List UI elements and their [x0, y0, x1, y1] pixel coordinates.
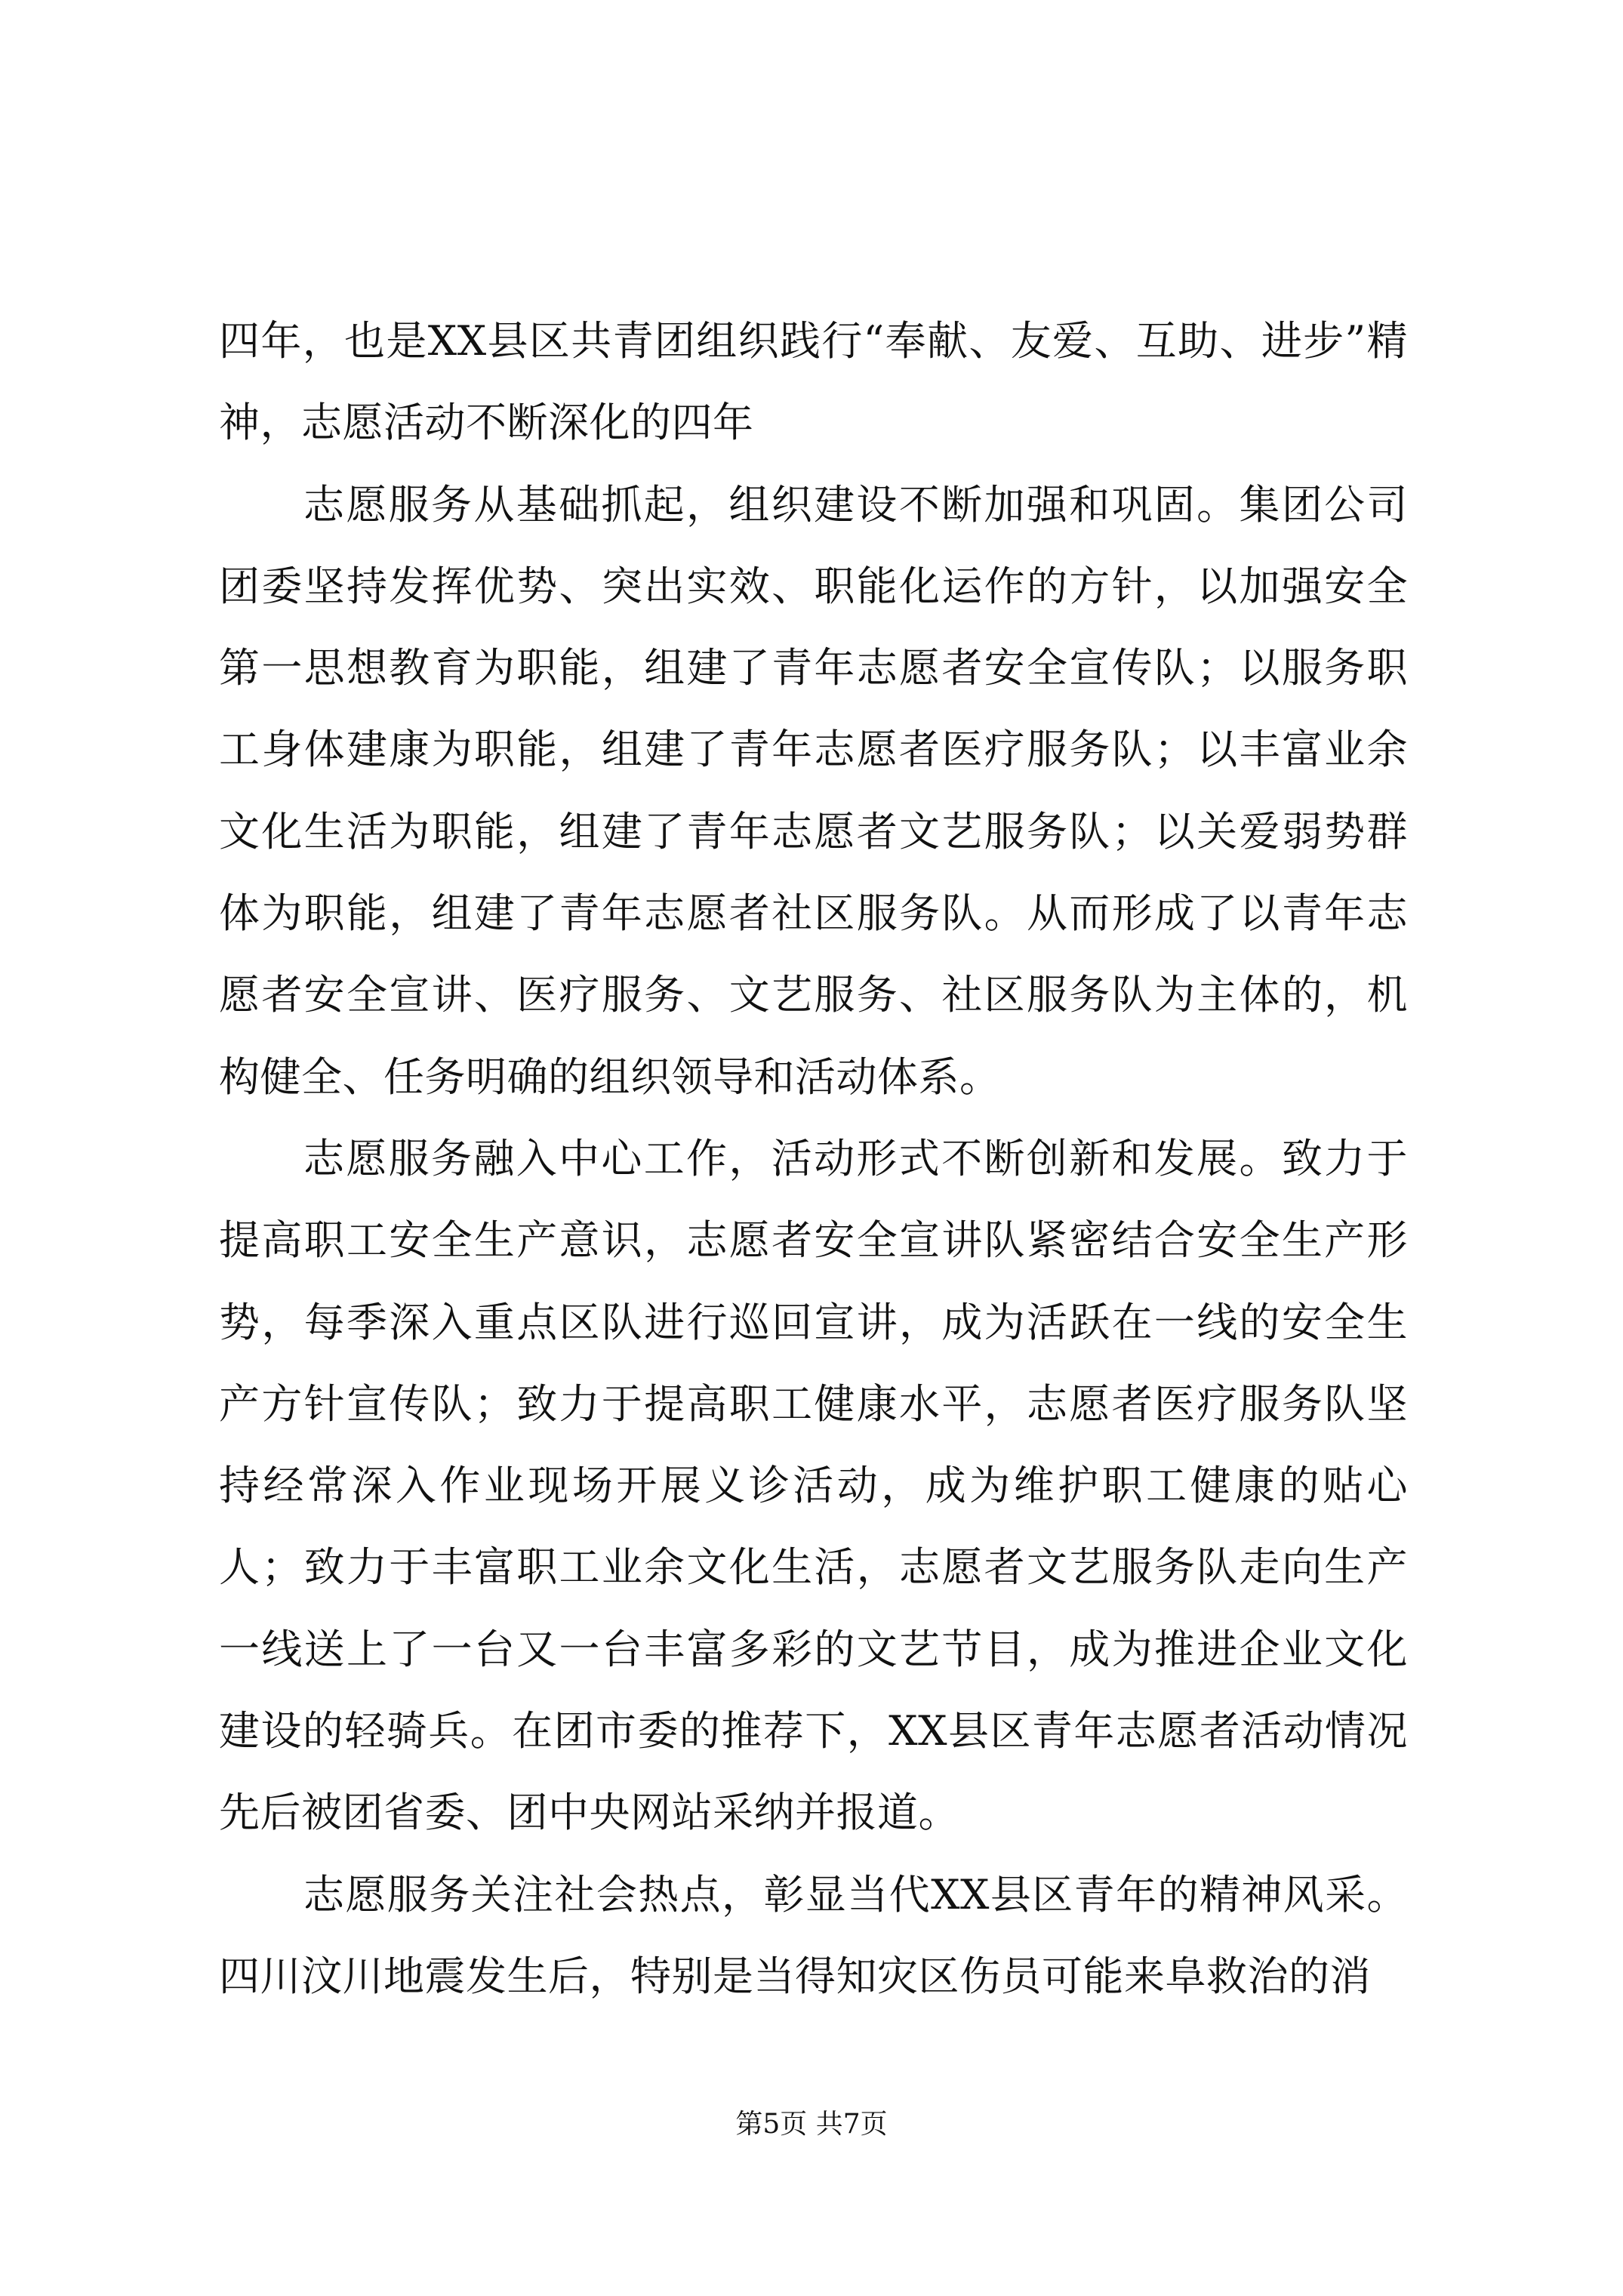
body-text — [219, 300, 1408, 2017]
page-number-footer: 第5页 共7页 — [735, 2109, 888, 2140]
paragraph-4: 志愿服务关注社会热点，彰显当代XX县区青年的精神风采。四川汶川地震发生后，特别是当得知灾区伤员可能来阜救治的消 — [219, 1870, 1408, 2000]
paragraph-1: 四年，也是XX县区共青团组织践行“奉献、友爱、互助、进步”精神，志愿活动不断深化的四年 — [219, 317, 1408, 447]
paragraph-2: 志愿服务从基础抓起，组织建设不断加强和巩固。集团公司团委坚持发挥优势、突出实效、职能化运作的方针，以加强安全第一思想教育为职能，组建了青年志愿者安全宣传队；以服务职工身体建康为职能，组建了青年志愿者医疗服务队；以丰富业余文化生活为职能，组建了青年志愿者文艺服务队；以关爱弱势群体为职能，组建了青年志愿者社区服务队。从而形成了以青年志愿者安全宣讲、医疗服务、文艺服务、社区服务队为主体的，机构健全、任务明确的组织领导和活动体系。 — [219, 480, 1408, 1101]
paragraph-3: 志愿服务融入中心工作，活动形式不断创新和发展。致力于提高职工安全生产意识，志愿者安全宣讲队紧密结合安全生产形势，每季深入重点区队进行巡回宣讲，成为活跃在一线的安全生产方针宣传队；致力于提高职工健康水平，志愿者医疗服务队坚持经常深入作业现场开展义诊活动，成为维护职工健康的贴心人；致力于丰富职工业余文化生活，志愿者文艺服务队走向生产一线送上了一台又一台丰富多彩的文艺节目，成为推进企业文化建设的轻骑兵。在团市委的推荐下，XX县区青年志愿者活动情况先后被团省委、团中央网站采纳并报道。 — [219, 1134, 1408, 1837]
